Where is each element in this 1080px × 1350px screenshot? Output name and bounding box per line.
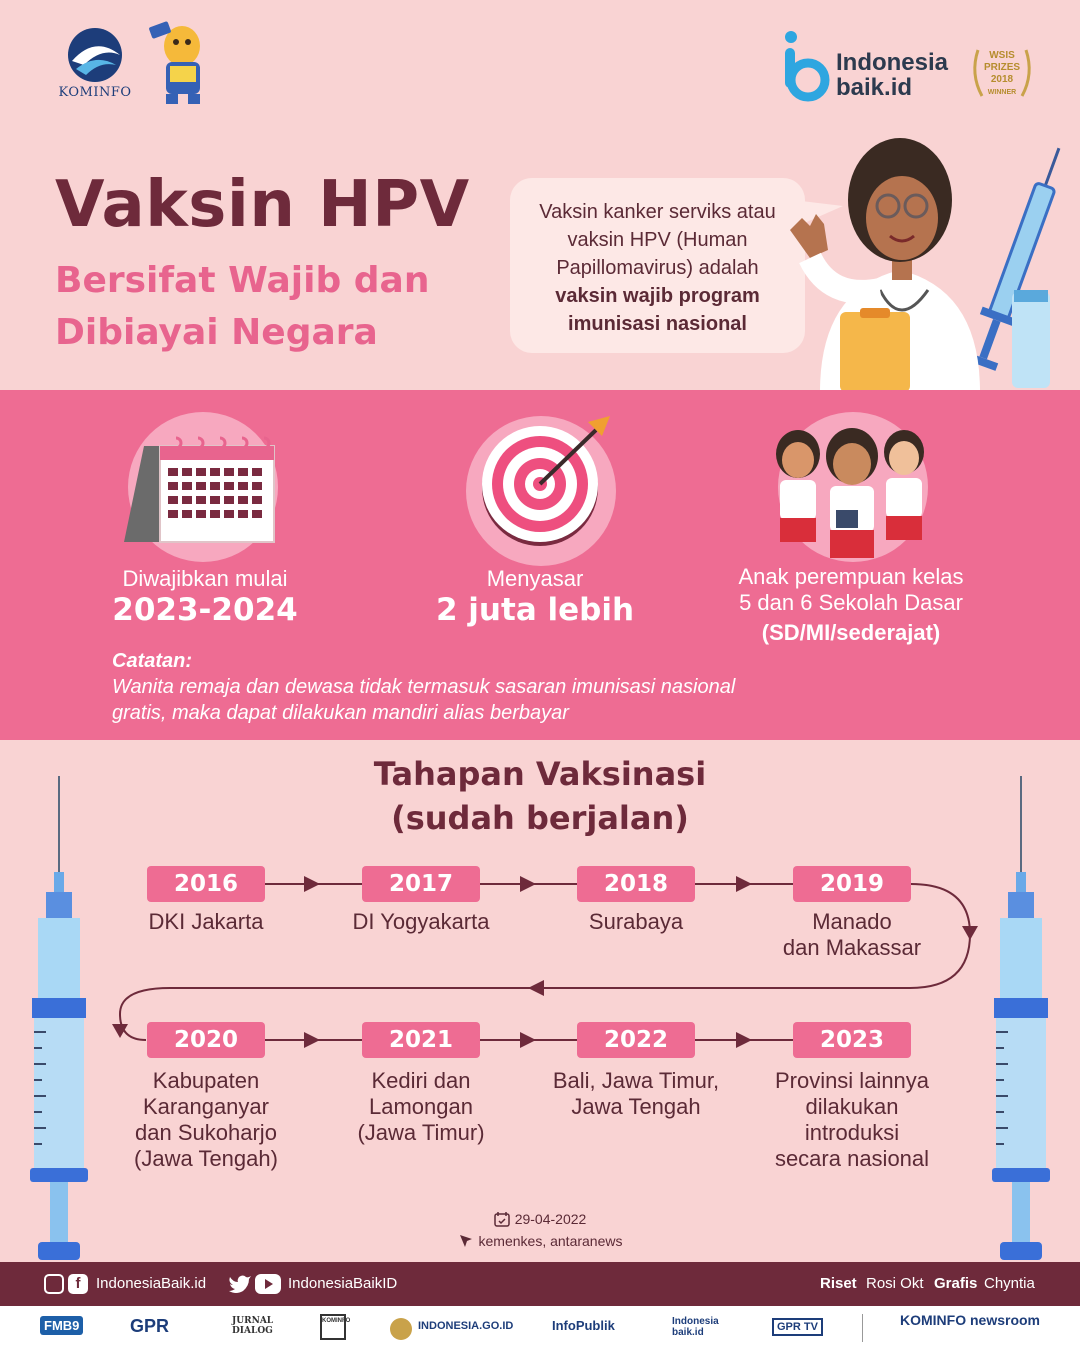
timeline-title-line2: (sudah berjalan) <box>391 799 689 837</box>
wsis-line2: PRIZES <box>983 62 1021 73</box>
timeline-place-2016 <box>101 909 311 935</box>
kominfo-emblem-icon <box>62 25 128 85</box>
speech-bubble <box>510 178 805 353</box>
source-reference: kemenkes, antaranews <box>478 1233 623 1249</box>
timeline-place-2019 <box>747 909 957 961</box>
timeline-place-line: (Jawa Timur) <box>357 1120 485 1145</box>
students-illustration <box>766 424 938 560</box>
timeline-place-line: Surabaya <box>588 909 684 934</box>
timeline-place-2018 <box>531 909 741 935</box>
indonesiabaik-logo <box>782 30 967 102</box>
source-info <box>440 1208 640 1252</box>
timeline-year-2020: 2020 <box>147 1022 265 1058</box>
wsis-line3: 2018 <box>990 74 1014 85</box>
timeline-place-line: Provinsi lainnya <box>774 1068 930 1093</box>
timeline-place-line: dan Makassar <box>782 935 922 960</box>
right-syringe-icon <box>986 776 1056 1266</box>
doctor-illustration <box>780 140 1080 392</box>
timeline-place-line: secara nasional <box>774 1146 930 1171</box>
timeline-year-2017: 2017 <box>362 866 480 902</box>
timeline-year-2016: 2016 <box>147 866 265 902</box>
page-title: Vaksin HPV <box>55 168 470 242</box>
stat-start-value: 2023-2024 <box>112 592 298 628</box>
timeline-place-2022 <box>531 1068 741 1120</box>
partner-logos-bar <box>0 1306 1080 1350</box>
timeline-year-2021: 2021 <box>362 1022 480 1058</box>
partner-logo-gpr-tv[interactable]: GPR TV <box>772 1318 823 1336</box>
youtube-icon[interactable] <box>255 1274 281 1294</box>
bubble-text: Vaksin kanker serviks atau vaksin HPV (Human Papillomavirus) adalah <box>539 201 776 279</box>
timeline-place-line: (Jawa Tengah) <box>134 1146 278 1171</box>
wsis-line1: WSIS <box>989 50 1015 61</box>
facebook-icon[interactable]: f <box>68 1274 88 1294</box>
footer-handle-tw-yt[interactable]: IndonesiaBaikID <box>288 1275 398 1292</box>
kominfo-logo <box>55 25 135 100</box>
timeline-place-line: DI Yogyakarta <box>352 909 490 934</box>
page-subtitle <box>55 255 515 359</box>
credit-grafis-name: Chyntia <box>984 1275 1035 1292</box>
source-date: 29-04-2022 <box>514 1211 587 1227</box>
stat-target-label: Menyasar <box>486 566 584 591</box>
partner-logo-kominfo[interactable]: KOMINFO <box>320 1314 346 1340</box>
calendar-check-icon <box>494 1211 510 1227</box>
timeline-place-line: Kediri dan <box>371 1068 471 1093</box>
timeline-place-2020 <box>101 1068 311 1172</box>
credit-grafis-label: Grafis <box>934 1275 978 1292</box>
subtitle-line1: Bersifat Wajib dan <box>55 260 430 301</box>
note-title: Catatan: <box>112 650 193 672</box>
partner-logo-jurnal-dialog[interactable]: JURNAL DIALOG <box>232 1316 274 1336</box>
wsis-line4: WINNER <box>987 89 1017 96</box>
stat-audience-label <box>722 564 980 616</box>
timeline-place-line: Karanganyar <box>143 1094 269 1119</box>
timeline-place-line: dilakukan <box>805 1094 899 1119</box>
timeline-place-2017 <box>316 909 526 935</box>
timeline-place-line: Kabupaten <box>152 1068 260 1093</box>
credit-riset-name: Rosi Okt <box>866 1275 924 1292</box>
subtitle-line2: Dibiayai Negara <box>55 312 378 353</box>
kominfo-label: KOMINFO <box>58 85 132 100</box>
partner-logo-kominfo-newsroom[interactable]: KOMINFO newsroom <box>900 1312 1041 1328</box>
partner-logo-gpr[interactable]: GPR <box>130 1316 170 1336</box>
timeline-place-line: DKI Jakarta <box>148 909 264 934</box>
timeline-place-2023 <box>747 1068 957 1172</box>
target-icon <box>478 412 618 552</box>
timeline-year-2018: 2018 <box>577 866 695 902</box>
timeline-year-2022: 2022 <box>577 1022 695 1058</box>
logo-divider <box>862 1314 863 1342</box>
wsis-award-badge <box>968 40 1036 108</box>
timeline-title <box>300 752 780 840</box>
partner-logo-indonesiabaik[interactable]: Indonesia baik.id <box>672 1316 719 1338</box>
stat-target-value: 2 juta lebih <box>435 592 635 628</box>
stat-start-label: Diwajibkan mulai <box>122 566 288 591</box>
calendar-icon <box>124 434 284 544</box>
credit-riset-label: Riset <box>820 1275 857 1292</box>
twitter-icon[interactable] <box>228 1274 252 1294</box>
note-body: Wanita remaja dan dewasa tidak termasuk sasaran imunisasi nasional gratis, maka dapat dilakukan mandiri alias berbayar <box>112 676 736 724</box>
stat-audience-line2: 5 dan 6 Sekolah Dasar <box>739 590 963 615</box>
stat-audience-value: (SD/MI/sederajat) <box>761 620 941 645</box>
footer-handle-ig-fb[interactable]: IndonesiaBaik.id <box>96 1275 207 1292</box>
timeline-place-line: introduksi <box>804 1120 900 1145</box>
timeline-place-line: Bali, Jawa Timur, <box>552 1068 720 1093</box>
timeline-year-2023: 2023 <box>793 1022 911 1058</box>
footer-bar <box>0 1262 1080 1306</box>
indonesiabaik-line1: Indonesia <box>836 49 949 76</box>
partner-logo-fmb9[interactable]: FMB9 <box>40 1316 83 1335</box>
timeline-place-2021 <box>316 1068 526 1146</box>
partner-logo-indonesia-go-id[interactable]: INDONESIA.GO.ID <box>418 1320 514 1332</box>
timeline-place-line: Lamongan <box>369 1094 473 1119</box>
partner-logo-infopublik[interactable]: InfoPublik <box>552 1318 615 1333</box>
timeline-title-line1: Tahapan Vaksinasi <box>373 755 707 793</box>
pin-icon <box>458 1233 474 1249</box>
mascot-icon <box>148 18 208 106</box>
stat-audience-line1: Anak perempuan kelas <box>738 564 964 589</box>
garuda-emblem-icon <box>390 1318 412 1340</box>
timeline-place-line: Manado <box>812 909 892 934</box>
left-syringe-icon <box>24 776 94 1266</box>
timeline-place-line: Jawa Tengah <box>571 1094 701 1119</box>
indonesiabaik-line2: baik.id <box>836 74 913 101</box>
timeline-year-2019: 2019 <box>793 866 911 902</box>
indonesiabaik-mark-icon <box>782 30 830 102</box>
bubble-text-bold: vaksin wajib program imunisasi nasional <box>555 285 760 335</box>
instagram-icon[interactable] <box>44 1274 64 1294</box>
timeline-place-line: dan Sukoharjo <box>135 1120 277 1145</box>
